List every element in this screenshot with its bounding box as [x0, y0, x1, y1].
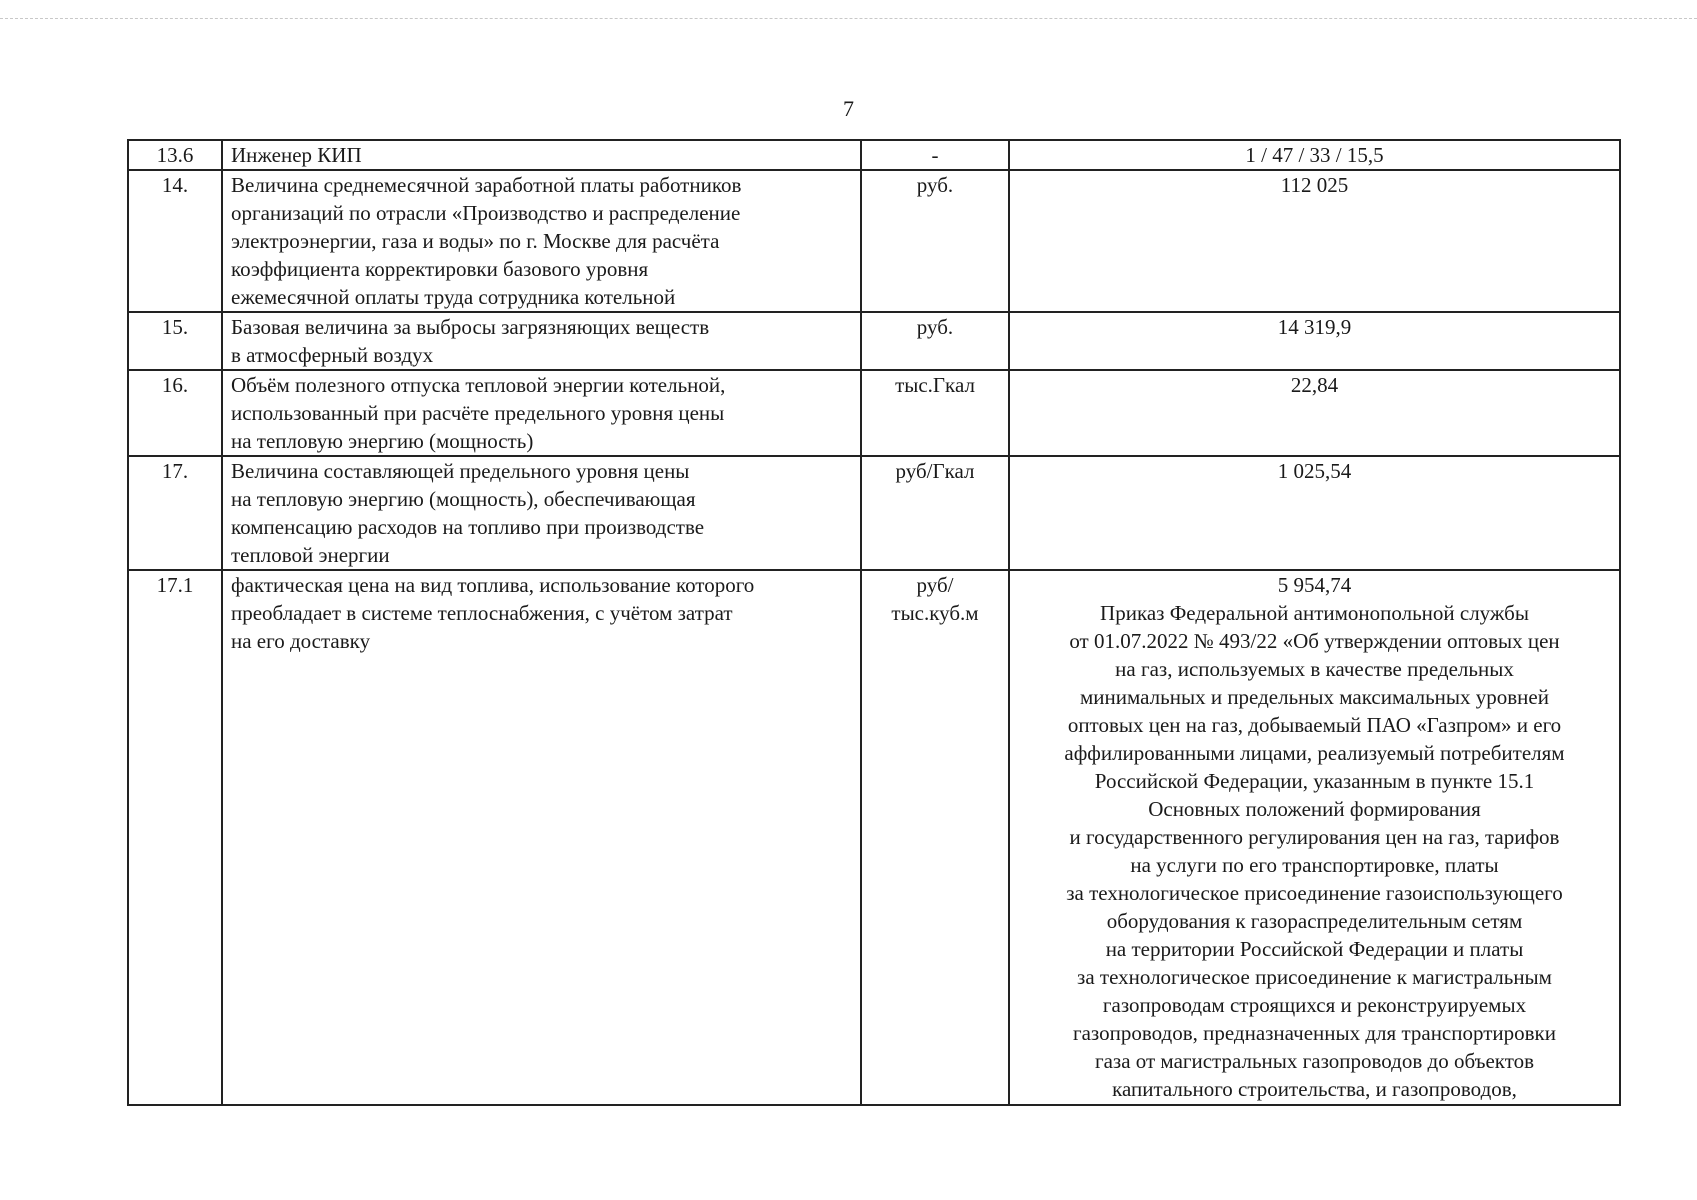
row-number: 17. [128, 456, 222, 570]
table-row [128, 456, 1620, 570]
row-description: Объём полезного отпуска тепловой энергии котельной, использованный при расчёте предельного уровня цены на тепловую энергию (мощность) [222, 370, 861, 456]
row-description: Базовая величина за выбросы загрязняющих веществ в атмосферный воздух [222, 312, 861, 370]
row-description: Величина среднемесячной заработной платы работников организаций по отрасли «Производство и распределение электроэнергии, газа и воды» по г. Москве для расчёта коэффициента корректировки базового уровня ежемесячной оплаты труда сотрудника котельной [222, 170, 861, 312]
row-unit: руб/Гкал [861, 456, 1009, 570]
row-number: 17.1 [128, 570, 222, 1105]
row-unit: руб. [861, 170, 1009, 312]
row-unit: руб. [861, 312, 1009, 370]
row-value: 22,84 [1009, 370, 1620, 456]
table-row [128, 370, 1620, 456]
row-unit: - [861, 140, 1009, 170]
tariff-parameters-table [127, 139, 1621, 1106]
row-description: фактическая цена на вид топлива, использование которого преобладает в системе теплоснабжения, с учётом затрат на его доставку [222, 570, 861, 1105]
row-number: 14. [128, 170, 222, 312]
table-row [128, 570, 1620, 1105]
row-unit: тыс.Гкал [861, 370, 1009, 456]
row-number: 13.6 [128, 140, 222, 170]
scan-edge-line [0, 18, 1697, 19]
row-description: Инженер КИП [222, 140, 861, 170]
row-value: 5 954,74 Приказ Федеральной антимонопольной службы от 01.07.2022 № 493/22 «Об утверждении оптовых цен на газ, используемых в качестве предельных минимальных и предельных максимальных уровней оптовых цен на газ, добываемый ПАО «Газпром» и его аффилированными лицами, реализуемый потребителям Российской Федерации, указанным в пункте 15.1 Основных положений формирования и государственного регулирования цен на газ, тарифов на услуги по его транспортировке, платы за технологическое присоединение газоиспользующего оборудования к газораспределительным сетям на территории Российской Федерации и платы за технологическое присоединение к магистральным газопроводам строящихся и реконструируемых газопроводов, предназначенных для транспортировки газа от магистральных газопроводов до объектов капитального строительства, и газопроводов, [1009, 570, 1620, 1105]
table-row [128, 312, 1620, 370]
row-value: 14 319,9 [1009, 312, 1620, 370]
row-value: 1 / 47 / 33 / 15,5 [1009, 140, 1620, 170]
row-number: 15. [128, 312, 222, 370]
row-value: 112 025 [1009, 170, 1620, 312]
row-description: Величина составляющей предельного уровня цены на тепловую энергию (мощность), обеспечивающая компенсацию расходов на топливо при производстве тепловой энергии [222, 456, 861, 570]
row-value: 1 025,54 [1009, 456, 1620, 570]
table-row [128, 170, 1620, 312]
row-number: 16. [128, 370, 222, 456]
table-row [128, 140, 1620, 170]
row-unit: руб/ тыс.куб.м [861, 570, 1009, 1105]
page-number: 7 [843, 96, 854, 121]
